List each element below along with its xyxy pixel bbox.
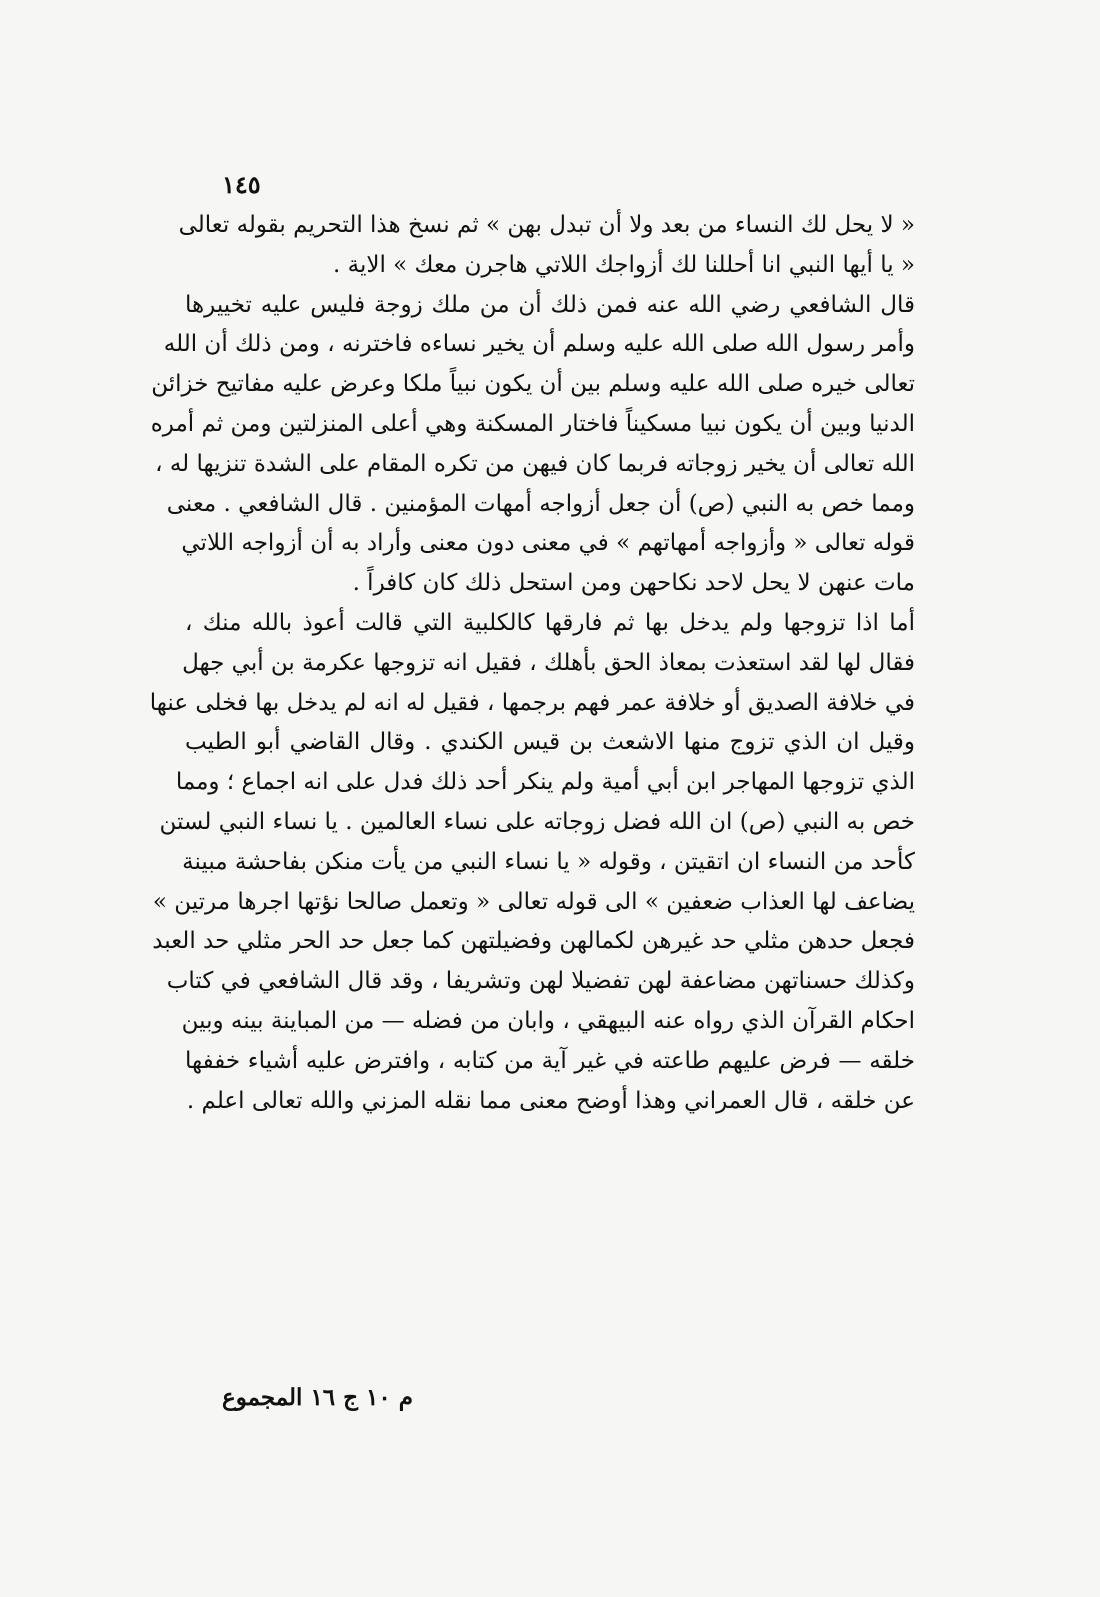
text-line: وقيل ان الذي تزوج منها الاشعث بن قيس الكندي . وقال القاضي أبو الطيب [185, 729, 915, 756]
body-text [149, 206, 915, 1121]
text-line: فجعل حدهن مثلي حد غيرهن لكمالهن وفضيلتهن كما جعل حد الحر مثلي حد العبد [152, 928, 915, 955]
text-line: وكذلك حسناتهن مضاعفة لهن تفضيلا لهن وتشريفا ، وقد قال الشافعي في كتاب [166, 968, 915, 995]
text-line: احكام القرآن الذي رواه عنه البيهقي ، وابان من فضله — من المباينة بينه وبين [181, 1007, 915, 1034]
text-line: عن خلقه ، قال العمراني وهذا أوضح معنى مما نقله المزني والله تعالى اعلم . [186, 1087, 915, 1114]
text-line: قال الشافعي رضي الله عنه فمن ذلك أن من ملك زوجة فليس عليه تخييرها [185, 291, 915, 318]
text-line: « لا يحل لك النساء من بعد ولا أن تبدل بهن » ثم نسخ هذا التحريم بقوله تعالى [178, 212, 915, 238]
text-line: خلقه — فرض عليهم طاعته في غير آية من كتابه ، وافترض عليه أشياء خففها [185, 1047, 915, 1074]
text-line: أما اذا تزوجها ولم يدخل بها ثم فارقها كالكلبية التي قالت أعوذ بالله منك ، [185, 609, 915, 636]
text-line: خص به النبي (ص) ان الله فضل زوجاته على نساء العالمين . يا نساء النبي لستن [159, 808, 915, 835]
footer-signature: م ١٠ ج ١٦ المجموع [222, 1384, 414, 1411]
text-line: في خلافة الصديق أو خلافة عمر فهم برجمها ، فقيل له انه لم يدخل بها فخلى عنها [149, 689, 915, 716]
text-line: فقال لها لقد استعذت بمعاذ الحق بأهلك ، فقيل انه تزوجها عكرمة بن أبي جهل [182, 649, 915, 676]
text-line: وأمر رسول الله صلى الله عليه وسلم أن يخير نساءه فاخترنه ، ومن ذلك أن الله [163, 331, 915, 358]
text-line: الدنيا وبين أن يكون نبيا مسكيناً فاختار المسكنة وهي أعلى المنزلتين ومن ثم أمره [150, 410, 915, 437]
page-number: ١٤٥ [222, 170, 261, 199]
text-line: الله تعالى أن يخير زوجاته فربما كان فيهن من تكره المقام على الشدة تنزيها له ، [155, 450, 915, 477]
text-line: كأحد من النساء ان اتقيتن ، وقوله « يا نساء النبي من يأت منكن بفاحشة مبينة [182, 848, 915, 875]
text-line: « يا أيها النبي انا أحللنا لك أزواجك اللاتي هاجرن معك » الاية . [333, 251, 915, 278]
text-line: تعالى خيره صلى الله عليه وسلم بين أن يكون نبياً ملكا وعرض عليه مفاتيح خزائن [151, 371, 915, 398]
text-line: مات عنهن لا يحل لاحد نكاحهن ومن استحل ذلك كان كافراً . [352, 570, 915, 597]
text-line: قوله تعالى « وأزواجه أمهاتهم » في معنى دون معنى وأراد به أن أزواجه اللاتي [181, 530, 915, 557]
text-line: الذي تزوجها المهاجر ابن أبي أمية ولم ينكر أحد ذلك فدل على انه اجماع ؛ ومما [175, 769, 915, 796]
text-line: يضاعف لها العذاب ضعفين » الى قوله تعالى « وتعمل صالحا نؤتها اجرها مرتين » [152, 888, 915, 915]
text-line: ومما خص به النبي (ص) أن جعل أزواجه أمهات المؤمنين . قال الشافعي . معنى [166, 490, 915, 517]
